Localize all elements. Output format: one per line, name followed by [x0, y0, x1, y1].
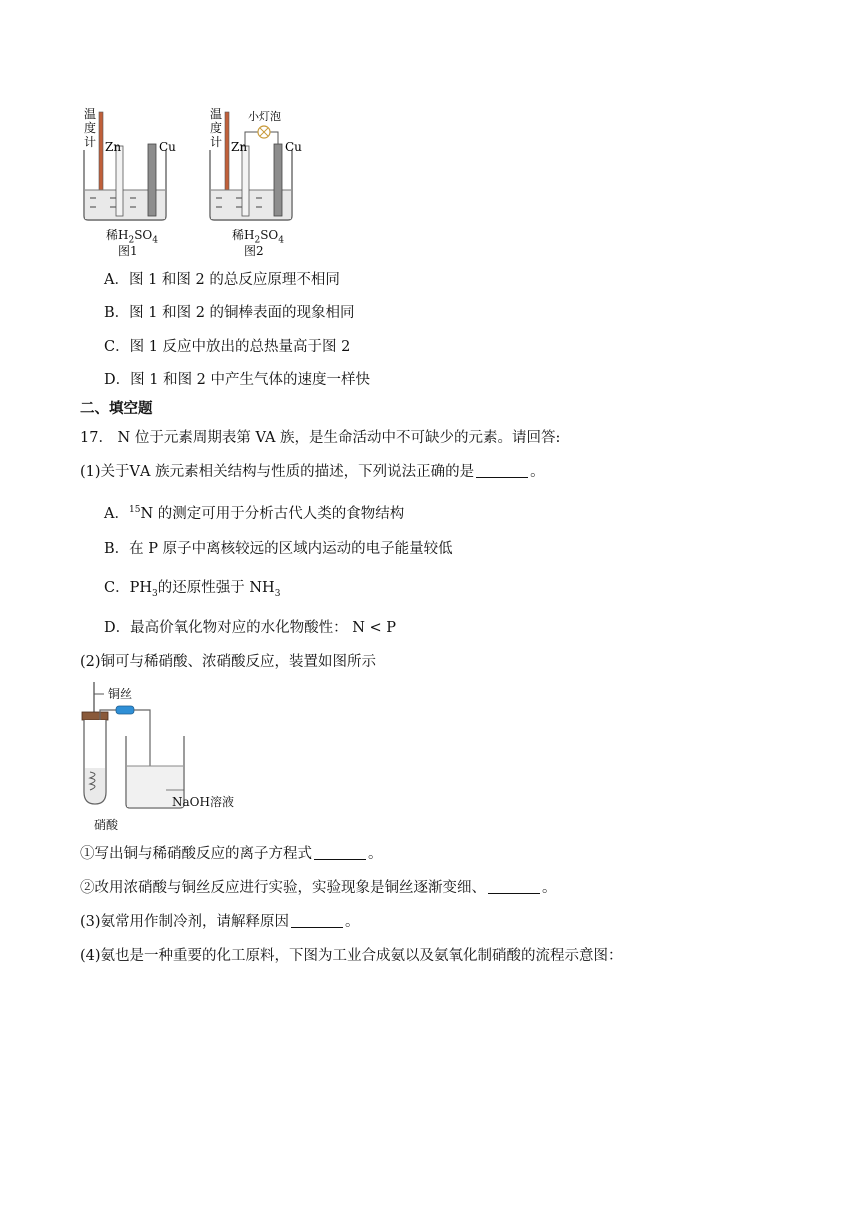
figure-1-drawing — [80, 106, 190, 226]
nitric-acid-label: 硝酸 — [94, 818, 119, 832]
thermometer-label-1: 温 — [210, 107, 223, 121]
figure-2-drawing — [206, 106, 316, 226]
q17-part1: (1)关于ⅤA 族元素相关结构与性质的描述，下列说法正确的是 。 — [80, 464, 545, 480]
figure-2 — [206, 106, 316, 258]
q17-option-b: B．在 P 原子中离核较远的区域内运动的电子能量较低 — [104, 541, 453, 557]
stopper-icon — [82, 712, 108, 720]
q17-part2-2: ②改用浓硝酸与铜丝反应进行实验，实验现象是铜丝逐渐变细、 。 — [80, 880, 557, 896]
answer-blank[interactable] — [488, 879, 540, 894]
zn-label: Zn — [231, 140, 248, 154]
q16-option-b: B．图 1 和图 2 的铜棒表面的现象相同 — [104, 305, 355, 321]
figure-1-acid-label: 稀$H_2SO_4$ — [106, 228, 158, 246]
apparatus-figure — [76, 680, 256, 836]
figure-2-acid-label: 稀$H_2SO_4$ — [232, 228, 284, 246]
apparatus-drawing — [76, 680, 256, 836]
bulb-label: 小灯泡 — [248, 110, 281, 123]
copper-wire-label: 铜丝 — [108, 687, 133, 701]
thermometer-label-1: 温 — [84, 107, 97, 121]
cu-label: Cu — [285, 140, 302, 154]
q17-part4: (4)氨也是一种重要的化工原料，下图为工业合成氨以及氨氧化制硝酸的流程示意图： — [80, 948, 623, 964]
formula-n-p: N < P — [352, 620, 397, 636]
thermometer-label-2: 度 — [84, 121, 97, 135]
q16-option-c: C．图 1 反应中放出的总热量高于图 2 — [104, 339, 351, 355]
q17-part1-text: (1)关于ⅤA 族元素相关结构与性质的描述，下列说法正确的是 — [80, 464, 475, 480]
section-title: 二、填空题 — [80, 400, 153, 417]
rubber-connector-icon — [116, 706, 134, 714]
q16-option-d: D．图 1 和图 2 中产生气体的速度一样快 — [104, 372, 371, 388]
q17-option-c: C．$PH_3$的还原性强于 $NH_3$ — [104, 580, 281, 599]
figure-2-caption: 图2 — [244, 244, 264, 258]
cu-electrode — [148, 144, 156, 216]
answer-blank[interactable] — [291, 913, 343, 928]
thermometer-label-2: 度 — [210, 121, 223, 135]
q17-option-a: A．$^{15}$N 的测定可用于分析古代人类的食物结构 — [104, 505, 405, 522]
naoh-label: NaOH溶液 — [172, 795, 234, 809]
figure-1-caption: 图1 — [118, 244, 138, 258]
q16-option-a: A．图 1 和图 2 的总反应原理不相同 — [104, 272, 340, 288]
zn-electrode — [242, 146, 249, 216]
q17-part2-1: ①写出铜与稀硝酸反应的离子方程式 。 — [80, 846, 383, 862]
answer-blank[interactable] — [476, 463, 528, 478]
zn-label: Zn — [105, 140, 122, 154]
thermometer-label-3: 计 — [210, 135, 223, 149]
q17-part3: (3)氨常用作制冷剂，请解释原因 。 — [80, 914, 360, 930]
figure-1 — [80, 106, 190, 258]
answer-blank[interactable] — [314, 845, 366, 860]
cu-label: Cu — [159, 140, 176, 154]
q17-option-d: D．最高价氧化物对应的水化物酸性： N < P — [104, 620, 397, 636]
cu-electrode — [274, 144, 282, 216]
thermometer-label-3: 计 — [84, 135, 97, 149]
q17-part2: (2)铜可与稀硝酸、浓硝酸反应，装置如图所示 — [80, 654, 377, 670]
zn-electrode — [116, 146, 123, 216]
q17-stem: 17． N 位于元素周期表第 VA 族，是生命活动中不可缺少的元素。请回答: — [80, 430, 561, 446]
